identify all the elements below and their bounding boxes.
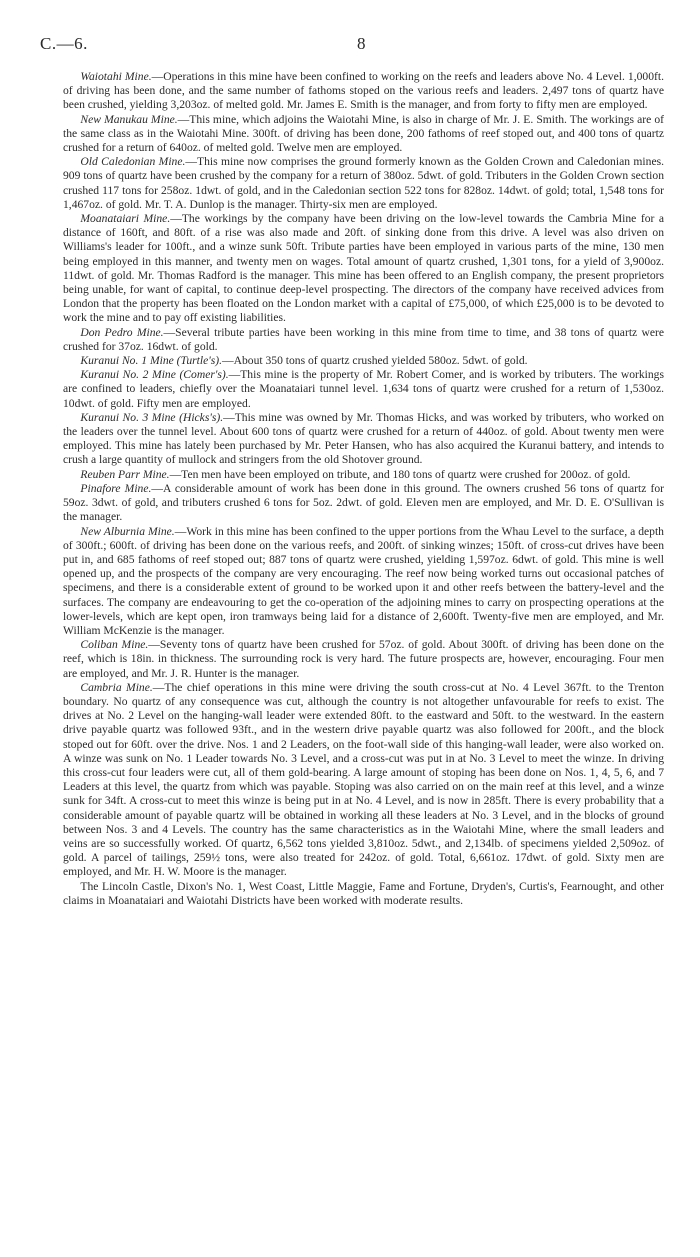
page-number: 8 <box>357 34 366 53</box>
paragraph-text: —Ten men have been employed on tribute, and 180 tons of quartz were crushed for 200oz. of gold. <box>169 467 631 481</box>
paragraph-coliban <box>63 638 664 681</box>
paragraph-new-manukau <box>63 113 664 156</box>
mine-title: Coliban Mine. <box>80 638 149 652</box>
paragraph-old-caledonian <box>63 155 664 212</box>
paragraph-moanataiari <box>63 212 664 326</box>
paragraph-new-alburnia <box>63 525 664 639</box>
paragraph-text: —About 350 tons of quartz crushed yielded 580oz. 5dwt. of gold. <box>222 354 528 368</box>
mine-title: Moanataiari Mine. <box>80 212 171 226</box>
mine-title: Cambria Mine. <box>80 680 153 694</box>
paragraph-text: —Seventy tons of quartz have been crushed for 57oz. of gold. About 300ft. of driving has been done on the reef, which is 18in. in thickness. The surrounding rock is very hard. The future prospects are, however, encouraging. Four men are employed, and Mr. J. R. Hunter is the manager. <box>63 638 665 680</box>
paragraph-text: —Operations in this mine have been confined to working on the reefs and leaders above No. 4 Level. 1,000ft. of driving has been done, and the same number of fathoms stoped on the various reefs and leaders. 2,497 tons of quartz have been crushed, yielding 3,203oz. of melted gold. Mr. James E. Smith is the manager, and from forty to fifty men are employed. <box>63 70 664 112</box>
paragraph-kuranui-3 <box>63 411 664 468</box>
mine-title: Kuranui No. 1 Mine (Turtle's). <box>80 354 223 368</box>
paragraph-text: The Lincoln Castle, Dixon's No. 1, West Coast, Little Maggie, Fame and Fortune, Dryden's, Curtis's, Fearnought, and other claims in Moanataiari and Waiotahi Districts have been worked with moderate results. <box>63 879 664 907</box>
paragraph-other-claims <box>63 880 664 908</box>
report-body <box>63 70 664 908</box>
paragraph-text: —This mine, which adjoins the Waiotahi Mine, is also in charge of Mr. J. E. Smith. The workings are of the same class as in the Waiotahi Mine. 300ft. of driving has been done, 200 fathoms of reef stoped out, and 400 tons of quartz crushed for a return of 640oz. of melted gold. Twelve men are employed. <box>63 112 664 155</box>
paragraph-text: —The chief operations in this mine were driving the south cross-cut at No. 4 Level 367ft. to the Trenton boundary. No quartz of any consequence was cut, although the country is not altogether unfavourable for reefs to exist. The drives at No. 2 Level on the hanging-wall leader were extended 80ft. to the eastward and 50ft. to the westward. In the eastern drive payable quartz was followed 93ft., and in the western drive payable quartz was also followed for 200ft., and the block stoped out for 60ft. over the drive. Nos. 1 and 2 Leaders, on the foot-wall side of this hanging-wall leader, were also worked on. A winze was sunk on No. 1 Leader towards No. 3 Level, and a cross-cut was put in at No. 3 Level to meet the winze. In driving this cross-cut four leaders were cut, all of them gold-bearing. A large amount of stoping has been done on Nos. 1, 4, 5, 6, and 7 Leaders at this level, the quartz from which was payable. Stoping was also carried on on the main reef at this level, and a winze sunk for 34ft. A cross-cut to meet this winze is being put in at No. 4 Level, and is now in 285ft. There is every probability that a considerable amount of payable quartz will be obtained in working all these leaders at No. 3 Level, and in the blocks of ground between Nos. 3 and 4 Levels. The country has the same characteristics as in the Waiotahi Mine, where the small leaders and veins are so successfully worked. Of quartz, 6,562 tons yielded 3,810oz. 5dwt., and 2,134lb. of specimens yielded 2,509oz. of gold. A parcel of tailings, 259½ tons, were also treated for 242oz. of gold. Total, 6,661oz. 17dwt. of gold. Sixty men are employed, and Mr. H. W. Moore is the manager. <box>63 680 664 879</box>
mine-title: New Alburnia Mine. <box>80 524 175 538</box>
paragraph-cambria <box>63 681 664 880</box>
mine-title: Kuranui No. 3 Mine (Hicks's). <box>80 410 224 424</box>
paragraph-text: —Several tribute parties have been working in this mine from time to time, and 38 tons of quartz were crushed for 37oz. 16dwt. of gold. <box>63 325 664 353</box>
paragraph-pinafore <box>63 482 664 525</box>
mine-title: Old Caledonian Mine. <box>80 155 186 169</box>
mine-title: New Manukau Mine. <box>80 112 178 126</box>
paragraph-text: —This mine now comprises the ground formerly known as the Golden Crown and Caledonian mines. 909 tons of quartz have been crushed by the company for a return of 380oz. 5dwt. of gold. Tributers in the Golden Crown section crushed 117 tons for 258oz. 1dwt. of gold, and in the Caledonian section 522 tons for 828oz. 14dwt. of gold; total, 1,548 tons for 1,467oz. of gold. Mr. T. A. Dunlop is the manager. Thirty-six men are employed. <box>63 155 664 211</box>
paragraph-text: —This mine was owned by Mr. Thomas Hicks, and was worked by tributers, who worked on the leaders over the tunnel level. About 600 tons of quartz were crushed for a return of 440oz. of gold. About twenty men were employed. This mine has lately been purchased by Mr. Peter Hansen, who has also acquired the Kuranui battery, and intends to crush a large quantity of mullock and stringers from the old Shotover ground. <box>63 410 664 467</box>
paragraph-don-pedro <box>63 326 664 354</box>
paragraph-text: —The workings by the company have been driving on the low-level towards the Cambria Mine for a distance of 160ft, and 80ft. of a rise was also made and 20ft. of sinking done from this drive. A level was also driven on Williams's leader for 100ft., and a winze sunk 50ft. Tribute parties have been employed in various parts of the mine, 130 men being employed in this manner, and twenty men on wages. Total amount of quartz crushed, 1,301 tons, for a yield of 3,900oz. 11dwt. of gold. Mr. Thomas Radford is the manager. This mine has been offered to an English company, the present proprietors being unable, for want of capital, to continue deep-level prospecting. The directors of the company have received advices from London that the property has been floated on the London market with a capital of £75,000, of which £25,000 is to be devoted to work the mine and to pay off existing liabilities. <box>63 212 664 325</box>
mine-title: Don Pedro Mine. <box>80 325 164 339</box>
mine-title: Waiotahi Mine. <box>80 70 152 83</box>
mine-title: Pinafore Mine. <box>80 481 152 495</box>
page-header <box>40 34 660 58</box>
mine-title: Reuben Parr Mine. <box>80 467 170 481</box>
paragraph-waiotahi <box>63 70 664 113</box>
mine-title: Kuranui No. 2 Mine (Comer's). <box>80 368 229 382</box>
paragraph-reuben-parr <box>63 468 664 482</box>
paragraph-kuranui-2 <box>63 368 664 411</box>
document-code: C.—6. <box>40 34 88 53</box>
paragraph-text: —Work in this mine has been confined to the upper portions from the Whau Level to the surface, a depth of 300ft.; 600ft. of driving has been done on the various reefs, and 200ft. of sinking winzes; 150ft. of cross-cut drives have been put in, and 685 fathoms of reef stoped out; 887 tons of quartz were crushed, yielding 1,597oz. 6dwt. of gold. This mine is well opened up, and the prospects of the company are very encouraging. The reef now being worked turns out occasional patches of specimens, and there is a considerable extent of ground to be worked upon it and other reefs between the battery-level and the surfaces. The company are endeavouring to get the co-operation of the adjoining mines to carry on prospecting operations at the lower-levels, which are kept open, iron tramways being laid for a distance of 2,600ft. Twenty-five men are employed, and Mr. William McKenzie is the manager. <box>63 524 664 637</box>
paragraph-kuranui-1 <box>63 354 664 368</box>
paragraph-text: —A considerable amount of work has been done in this ground. The owners crushed 56 tons of quartz for 59oz. 3dwt. of gold, and tributers crushed 6 tons for 5oz. 2dwt. of gold. Eleven men are employed, and Mr. D. E. O'Sullivan is the manager. <box>63 481 664 524</box>
paragraph-text: —This mine is the property of Mr. Robert Comer, and is worked by tributers. The workings are confined to leaders, chiefly over the Moanataiari tunnel level. 1,634 tons of quartz were crushed for a return of 1,530oz. 10dwt. of gold. Fifty men are employed. <box>63 368 664 410</box>
